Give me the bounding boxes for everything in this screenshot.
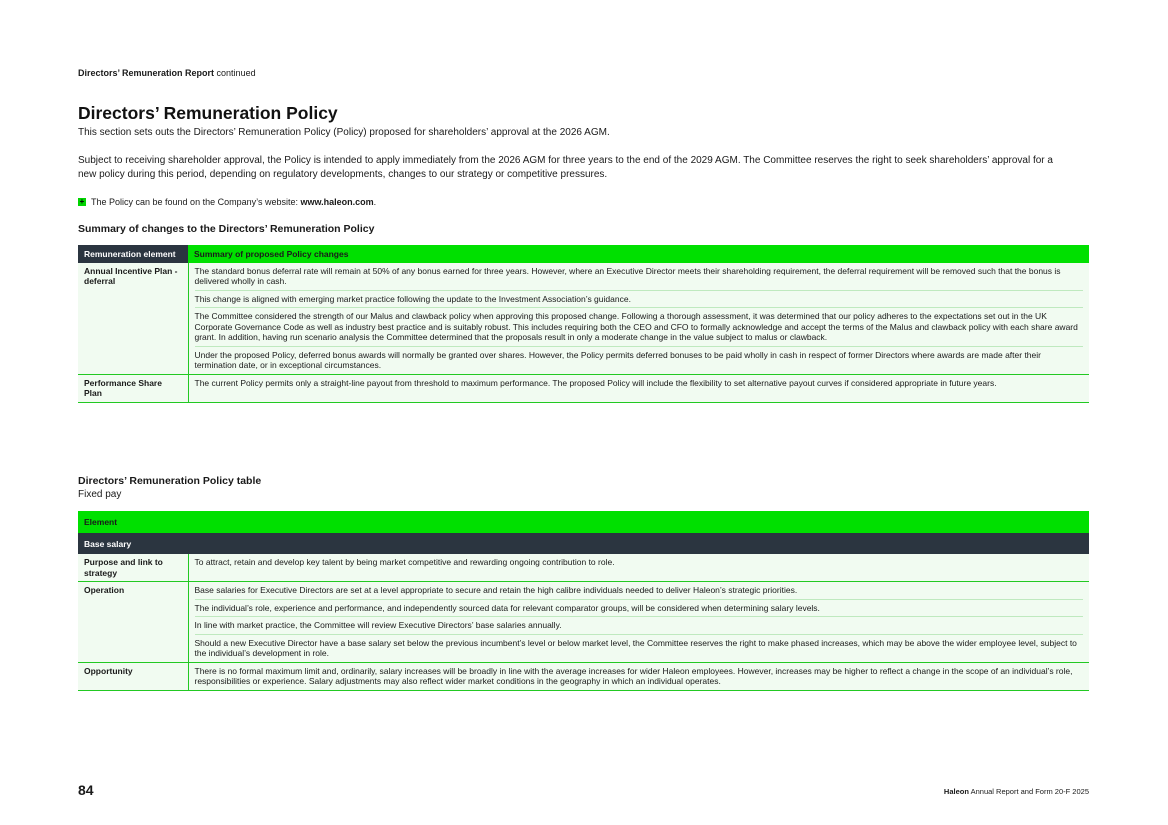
base-salary-header: Base salary bbox=[78, 533, 1089, 555]
policy-paragraph: In line with market practice, the Committee will review Executive Directors’ base salaries annually. bbox=[195, 617, 1084, 635]
summary-heading: Summary of changes to the Directors’ Remuneration Policy bbox=[78, 223, 375, 235]
element-header: Element bbox=[78, 511, 1089, 533]
policy-row-body bbox=[188, 582, 1089, 663]
plus-icon: + bbox=[79, 197, 85, 206]
footer-doc-title bbox=[944, 787, 1089, 796]
summary-col-element: Remuneration element bbox=[78, 245, 188, 263]
approval-paragraph: Subject to receiving shareholder approval, the Policy is intended to apply immediately from the 2026 AGM for three years to the end of the 2029 AGM. The Committee reserves the right to seek shareholders’ approval for a new policy during this period, depending on regulatory developments, changes to our strategy or competitive pressures. bbox=[78, 155, 1053, 180]
summary-row-label: Performance Share Plan bbox=[78, 374, 188, 402]
policy-note bbox=[78, 197, 376, 207]
summary-row bbox=[78, 263, 1089, 375]
summary-row bbox=[78, 374, 1089, 402]
policy-paragraph: The individual’s role, experience and performance, and independently sourced data for relevant comparator groups, will be considered when determining salary levels. bbox=[195, 600, 1084, 618]
policy-row-label: Operation bbox=[78, 582, 188, 663]
website-link[interactable]: www.haleon.com bbox=[300, 197, 374, 207]
running-head bbox=[78, 68, 256, 78]
page bbox=[78, 0, 1089, 825]
policy-row bbox=[78, 662, 1089, 690]
policy-paragraph: To attract, retain and develop key talent by being market competitive and rewarding ongoing contribution to role. bbox=[194, 557, 615, 567]
policy-table-heading: Directors’ Remuneration Policy table bbox=[78, 475, 262, 487]
footer-brand: Haleon bbox=[943, 787, 969, 796]
policy-note-text: The Policy can be found on the Company’s website: bbox=[91, 197, 298, 207]
footer-doc: Annual Report and Form 20-F 2025 bbox=[970, 787, 1089, 796]
summary-paragraph: The current Policy permits only a straight-line payout from threshold to maximum performance. The proposed Policy will include the flexibility to set alternative payout curves if considered appropriate in future years. bbox=[194, 377, 997, 388]
policy-paragraph: Should a new Executive Director have a base salary set below the previous incumbent’s level or below market level, the Committee reserves the right to make phased increases, which may be above the wider employee level, subject to the individual’s development in role. bbox=[194, 637, 1077, 658]
summary-paragraph: The standard bonus deferral rate will remain at 50% of any bonus earned for three years. However, where an Executive Director meets their shareholding requirement, the deferral requirement will be removed such that the bonus is delivered wholly in cash. bbox=[195, 263, 1084, 291]
summary-col-changes: Summary of proposed Policy changes bbox=[188, 245, 1089, 263]
summary-paragraph: Under the proposed Policy, deferred bonus awards will normally be granted over shares. However, the Policy permits deferred bonuses to be paid wholly in cash in respect of former Directors where awards are made after their termination date, or in exceptional circumstances. bbox=[194, 349, 1041, 370]
summary-paragraph: This change is aligned with emerging market practice following the update to the Investment Association’s guidance. bbox=[195, 291, 1084, 309]
policy-row-label: Purpose and link to strategy bbox=[78, 554, 188, 582]
page-title: Directors’ Remuneration Policy bbox=[78, 103, 338, 123]
policy-table-subheading: Fixed pay bbox=[78, 489, 122, 500]
policy-paragraph: Base salaries for Executive Directors are set at a level appropriate to secure and retain the high calibre individuals needed to deliver Haleon’s strategic priorities. bbox=[195, 582, 1084, 600]
policy-row bbox=[78, 554, 1089, 582]
policy-table bbox=[78, 511, 1089, 691]
summary-paragraph: The Committee considered the strength of our Malus and clawback policy when approving this proposed change. Following a thorough assessment, it was determined that our policy adheres to the expectations set out in the UK Corporate Governance Code as well as industry best practice and is suitably robust. This includes requiring both the CEO and CFO to formally acknowledge and accept the terms of the Malus and clawback policy with each share award grant. In addition, having run scenario analysis the Committee determined that the proposals result in only a moderate change in the value subject to malus or clawback. bbox=[195, 308, 1084, 347]
policy-paragraph: There is no formal maximum limit and, ordinarily, salary increases will be broadly in line with the average increases for wider Haleon employees. However, increases may be higher to reflect a change in the scope of an individual’s role, responsibilities or experience. Salary adjustments may also reflect wider market conditions in the geography in which an individual operates. bbox=[194, 665, 1073, 686]
policy-row-body bbox=[188, 662, 1089, 690]
running-head-continued: continued bbox=[216, 68, 256, 78]
page-number: 84 bbox=[78, 782, 94, 798]
running-head-title: Directors’ Remuneration Report bbox=[78, 68, 215, 78]
summary-row-body bbox=[188, 374, 1089, 402]
policy-row bbox=[78, 582, 1089, 663]
summary-row-body bbox=[188, 263, 1089, 375]
policy-note-end: . bbox=[373, 197, 377, 207]
summary-table bbox=[78, 245, 1089, 403]
intro-paragraph: This section sets outs the Directors’ Remuneration Policy (Policy) proposed for shareholders’ approval at the 2026 AGM. bbox=[78, 127, 610, 138]
summary-row-label: Annual Incentive Plan - deferral bbox=[78, 263, 188, 375]
policy-row-body bbox=[188, 554, 1089, 582]
policy-row-label: Opportunity bbox=[78, 662, 188, 690]
